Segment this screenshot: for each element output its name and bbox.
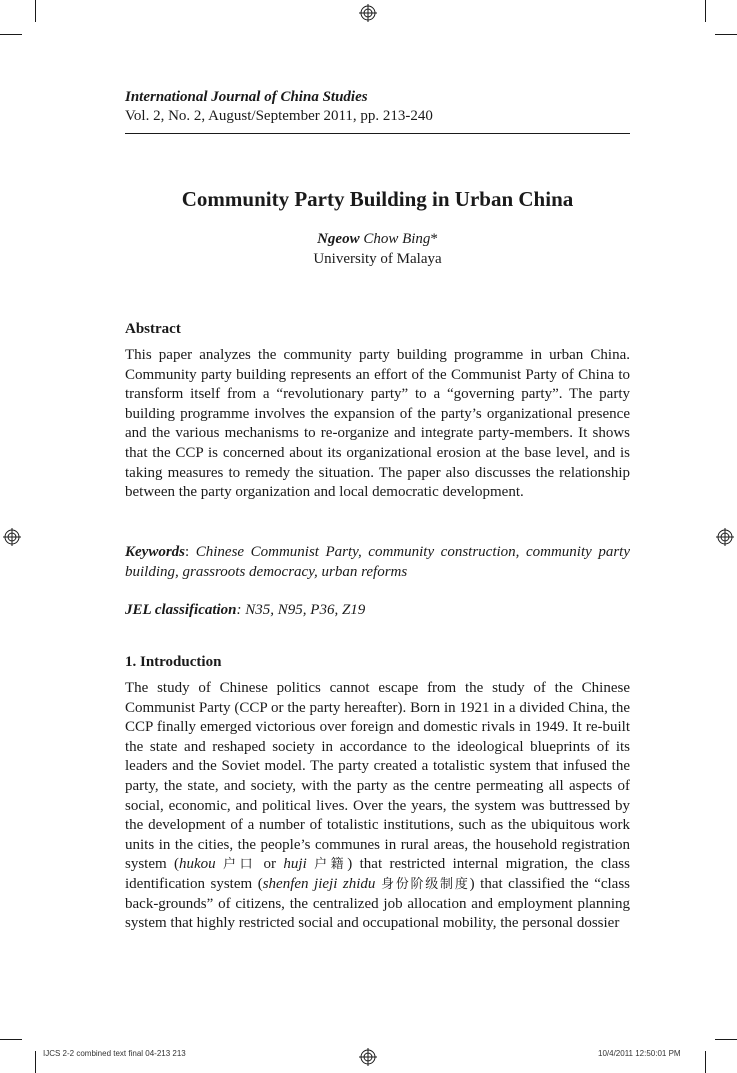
crop-mark (0, 34, 22, 35)
crop-mark (705, 1051, 706, 1073)
jel-classification (125, 601, 630, 621)
crop-mark (705, 0, 706, 22)
intro-text-part: or (256, 856, 284, 873)
term-shenfen-jieji-zhidu: shenfen jieji zhidu (262, 875, 376, 892)
introduction-heading: 1. Introduction (125, 654, 222, 670)
term-hukou-chinese: 户口 (223, 857, 257, 873)
intro-text-part: ) that classified the “class back-grounds” of citizens, the centralized job allocation and employment planning system that highly restricted social and occupational mobility, the personal dossier (125, 875, 631, 932)
author-name (125, 229, 630, 249)
introduction-text (125, 679, 630, 934)
crop-mark (715, 34, 737, 35)
registration-mark-icon (716, 528, 734, 546)
keywords-separator: : (185, 544, 196, 560)
abstract-heading: Abstract (125, 321, 181, 337)
journal-citation: Vol. 2, No. 2, August/September 2011, pp. 213-240 (125, 108, 433, 124)
intro-text-part: ) that restricted internal migration, the class identification system ( (125, 856, 630, 892)
registration-mark-icon (359, 1048, 377, 1066)
keywords-value: Chinese Communist Party, community construction, community party building, grassroots democracy, urban reforms (125, 544, 631, 580)
registration-mark-icon (359, 4, 377, 22)
crop-mark (35, 1051, 36, 1073)
footer-timestamp: 10/4/2011 12:50:01 PM (598, 1049, 681, 1058)
journal-header (125, 88, 433, 126)
abstract-text: This paper analyzes the community party building programme in urban China. Community party building represents an effort of the Communist Party of China to transform itself from a “revolutionary party” to a “governing party”. The party building programme involves the expansion of the party’s organizational presence and the various mechanisms to re-organize and integrate party-members. It shows that the CCP is concerned about its organizational erosion at the base level, and is taking measures to remedy the situation. The paper also discusses the relationship between the party organization and local democratic development. (125, 347, 630, 501)
term-huji: huji (283, 856, 307, 873)
intro-text-part: The study of Chinese politics cannot escape from the study of the Chinese Communist Party (CCP or the party hereafter). Born in 1921 in a divided China, the CCP finally emerged victorious over foreign and domestic rivals in 1949. It re-built the state and reshaped society in accordance to the ideological blueprints of its leaders and the Soviet model. The party created a totalistic system that infused the party, the state, and society, with the party as the centre permeating all aspects of social, economic, and political lives. Over the years, the system was buttressed by the development of a number of totalistic institutions, such as the ubiquitous work units in the cities, the people’s communes in rural areas, the household registration system ( (125, 680, 630, 873)
crop-mark (35, 0, 36, 22)
author-affiliation: University of Malaya (313, 251, 442, 267)
header-rule (125, 133, 630, 134)
journal-name: International Journal of China Studies (125, 89, 368, 105)
jel-label: JEL classification (125, 602, 237, 618)
keywords-label: Keywords (125, 544, 185, 560)
crop-mark (0, 1039, 22, 1040)
author-given-name: Chow Bing (363, 231, 431, 247)
term-shenfen-chinese: 身份阶级制度 (380, 876, 470, 892)
keywords (125, 543, 630, 582)
jel-value: : N35, N95, P36, Z19 (236, 602, 366, 618)
author-surname: Ngeow (317, 231, 360, 247)
crop-mark (715, 1039, 737, 1040)
author-footnote-mark: * (430, 231, 438, 247)
term-huji-chinese: 户籍 (314, 857, 348, 873)
author-block (125, 229, 630, 269)
article-title: Community Party Building in Urban China (181, 187, 574, 211)
term-hukou: hukou (179, 856, 216, 873)
registration-mark-icon (3, 528, 21, 546)
footer-file-info: IJCS 2-2 combined text final 04-213 213 (43, 1049, 186, 1058)
